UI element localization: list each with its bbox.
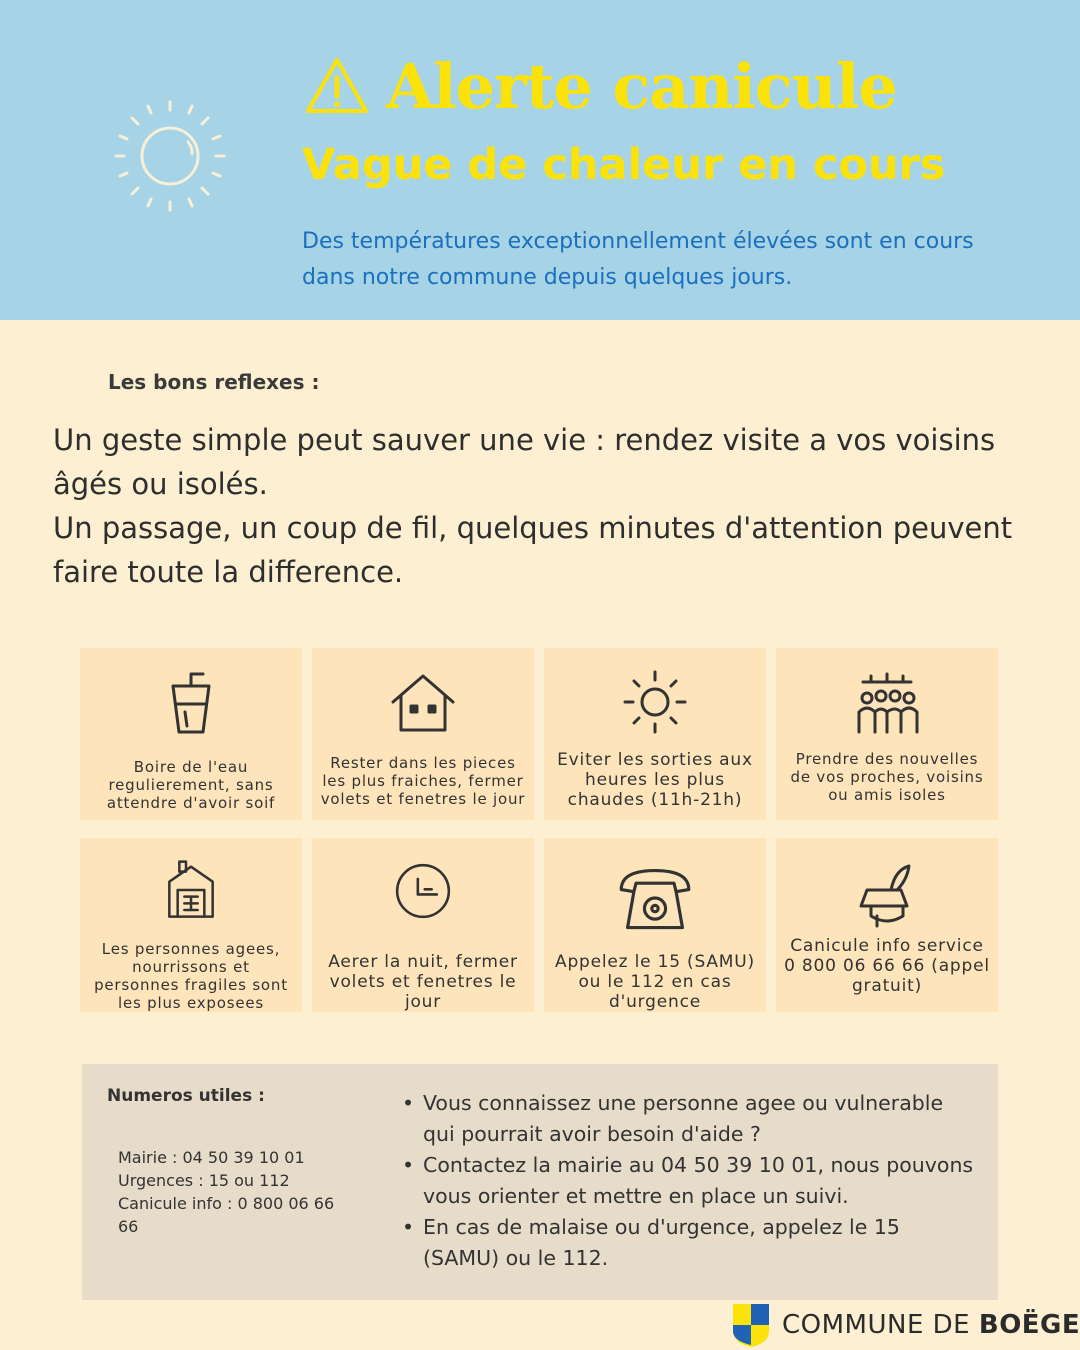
tile-caption: Rester dans les pieces les plus fraiches, fermer volets et fenetres le jour — [320, 754, 526, 808]
intro-text: Des températures exceptionnellement élevées sont en cours dans notre commune depuis quelques jours. — [302, 229, 974, 290]
tile-check-relatives — [776, 648, 998, 820]
solidarity-message — [53, 418, 1043, 594]
message-line-1: Un geste simple peut sauver une vie : rendez visite a vos voisins âgés ou isolés. — [53, 423, 996, 501]
tile-stay-cool — [312, 648, 534, 820]
megaphone-icon — [851, 860, 923, 932]
family-icon — [851, 668, 923, 740]
telephone-icon — [607, 860, 703, 936]
commune-name: COMMUNE DE BOËGE — [782, 1310, 1080, 1340]
tile-drink-water — [80, 648, 302, 820]
tile-vulnerable-people — [80, 838, 302, 1012]
coat-of-arms-icon — [732, 1303, 770, 1347]
advice-item: • En cas de malaise ou d'urgence, appelez le 15 (SAMU) ou le 112. — [400, 1212, 980, 1274]
tile-ventilate-night — [312, 838, 534, 1012]
advice-item: • Contactez la mairie au 04 50 39 10 01, nous pouvons vous orienter et mettre en place un suivi. — [400, 1150, 980, 1212]
tile-avoid-heat — [544, 648, 766, 820]
drink-cup-icon — [155, 668, 227, 740]
useful-numbers-heading: Numeros utiles : — [107, 1086, 265, 1106]
header-banner — [0, 0, 1080, 320]
message-line-2: Un passage, un coup de fil, quelques minutes d'attention peuvent faire toute la difference. — [53, 511, 1013, 589]
useful-numbers-list — [118, 1146, 348, 1238]
tile-emergency-call — [544, 838, 766, 1012]
sun-icon — [619, 666, 691, 738]
tile-caption: Appelez le 15 (SAMU) ou le 112 en cas d'urgence — [555, 952, 755, 1012]
warning-icon — [304, 56, 370, 116]
advice-list — [400, 1088, 980, 1274]
house-icon — [387, 668, 459, 740]
useful-info-panel — [82, 1064, 998, 1300]
commune-logo — [732, 1303, 1080, 1347]
tile-caption: Prendre des nouvelles de vos proches, voisins ou amis isoles — [790, 750, 984, 804]
tile-caption: Les personnes agees, nourrissons et personnes fragiles sont les plus exposees — [94, 940, 288, 1012]
building-icon — [155, 860, 227, 920]
tile-caption: Eviter les sorties aux heures les plus chaudes (11h-21h) — [557, 750, 753, 810]
canicule-number: Canicule info : 0 800 06 66 66 — [118, 1194, 335, 1236]
tile-caption: Canicule info service 0 800 06 66 66 (appel gratuit) — [784, 936, 990, 996]
emergency-number: Urgences : 15 ou 112 — [118, 1171, 290, 1190]
mairie-number: Mairie : 04 50 39 10 01 — [118, 1148, 305, 1167]
reflexes-heading: Les bons reflexes : — [108, 370, 320, 394]
tile-caption: Boire de l'eau regulierement, sans attendre d'avoir soif — [106, 758, 276, 812]
advice-item: • Vous connaissez une personne agee ou vulnerable qui pourrait avoir besoin d'aide ? — [400, 1088, 980, 1150]
title-row — [304, 46, 897, 126]
page-title: Alerte canicule — [386, 49, 897, 123]
sun-icon — [108, 96, 232, 220]
clock-icon — [387, 860, 459, 922]
page-subtitle: Vague de chaleur en cours — [302, 140, 946, 190]
tile-info-service — [776, 838, 998, 1012]
tile-caption: Aerer la nuit, fermer volets et fenetres le jour — [328, 952, 518, 1012]
